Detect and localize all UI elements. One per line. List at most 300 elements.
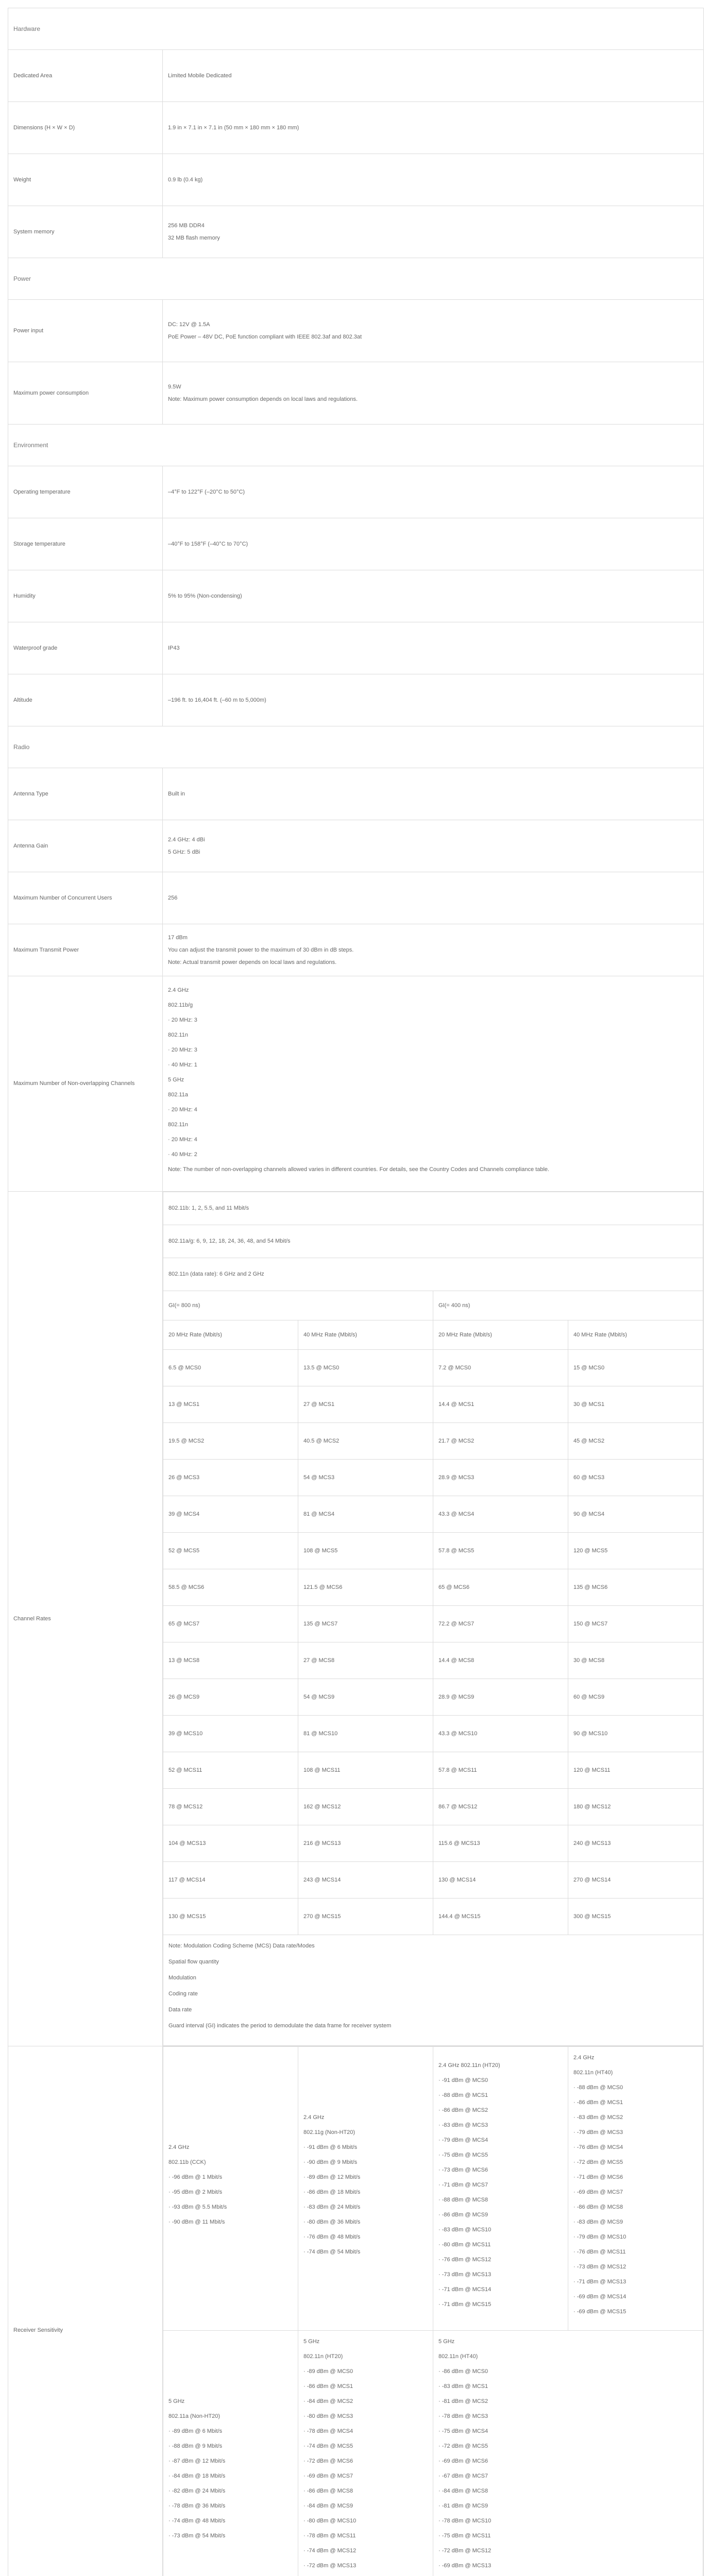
spec-value-line: 1.9 in × 7.1 in × 7.1 in (50 mm × 180 mm × 180 mm): [168, 124, 299, 131]
spec-value-line: · 40 MHz: 1: [168, 1062, 197, 1068]
rates-row: [163, 1423, 703, 1460]
sensitivity-line: 2.4 GHz: [168, 2144, 190, 2150]
spec-value-line: Note: Actual transmit power depends on local laws and regulations.: [168, 959, 337, 965]
rates-cell-value: 30 @ MCS8: [568, 1642, 703, 1679]
spec-value-line: 256 MB DDR4: [168, 222, 205, 229]
spec-row-maximum-power-consumption: [8, 362, 704, 425]
rates-cell-value: 13 @ MCS8: [163, 1642, 298, 1679]
spec-label: Maximum Number of Non-overlapping Channels: [8, 976, 163, 1192]
sensitivity-line: · -80 dBm @ MCS10: [303, 2518, 357, 2524]
sensitivity-line: · -86 dBm @ MCS9: [438, 2211, 488, 2218]
rates-cell-value: 78 @ MCS12: [163, 1789, 298, 1825]
sensitivity-line: · -78 dBm @ MCS10: [438, 2518, 492, 2524]
sensitivity-line: 2.4 GHz 802.11n (HT20): [438, 2062, 500, 2069]
sensitivity-line: · -90 dBm @ 11 Mbit/s: [168, 2219, 225, 2225]
rates-row: [163, 1789, 703, 1825]
rates-cell-value: 14.4 @ MCS1: [433, 1386, 568, 1423]
rates-row: [163, 1716, 703, 1752]
spec-row-antenna-gain: [8, 820, 704, 872]
sensitivity-line: · -88 dBm @ MCS1: [438, 2092, 488, 2098]
sensitivity-line: · -91 dBm @ 6 Mbit/s: [303, 2144, 358, 2150]
rates-table: [163, 1192, 703, 2046]
sensitivity-line: · -69 dBm @ MCS6: [438, 2458, 488, 2464]
rates-cell-value: 57.8 @ MCS5: [433, 1533, 568, 1569]
sensitivity-line: · -74 dBm @ MCS5: [303, 2443, 353, 2449]
sensitivity-line: · -89 dBm @ 12 Mbit/s: [303, 2174, 361, 2180]
sensitivity-cell: [163, 2046, 704, 2576]
rates-cell-value: 120 @ MCS11: [568, 1752, 703, 1789]
section-header-radio: [8, 726, 704, 768]
spec-label: Storage temperature: [8, 518, 163, 570]
sensitivity-line: · -83 dBm @ MCS2: [573, 2114, 623, 2121]
sensitivity-line: · -72 dBm @ MCS12: [438, 2548, 492, 2554]
spec-value-line: 17 dBm: [168, 934, 188, 941]
spec-label: Antenna Type: [8, 768, 163, 820]
rates-cell-value: 27 @ MCS8: [298, 1642, 433, 1679]
sensitivity-line: 2.4 GHz: [573, 2055, 595, 2061]
sensitivity-line: · -90 dBm @ 9 Mbit/s: [303, 2159, 358, 2165]
sensitivity-line: · -88 dBm @ MCS0: [573, 2084, 623, 2091]
sensitivity-line: · -76 dBm @ MCS4: [573, 2144, 623, 2150]
spec-row-dimensions-h-w-d: [8, 102, 704, 154]
sensitivity-line: · -86 dBm @ MCS8: [303, 2488, 353, 2494]
section-title: Power: [8, 258, 704, 300]
gi-400-label: GI(= 400 ns): [433, 1291, 703, 1320]
sensitivity-line: · -83 dBm @ MCS9: [573, 2219, 623, 2225]
spec-value-line: 256: [168, 894, 178, 901]
spec-label: Channel Rates: [8, 1192, 163, 2046]
spec-value-line: 802.11n: [168, 1032, 188, 1038]
rates-row: [163, 1679, 703, 1716]
spec-row-altitude: [8, 674, 704, 726]
spec-value-line: You can adjust the transmit power to the maximum of 30 dBm in dB steps.: [168, 946, 354, 953]
sensitivity-line: · -83 dBm @ MCS3: [438, 2122, 488, 2128]
sensitivity-line: · -79 dBm @ MCS4: [438, 2137, 488, 2143]
spec-label: Waterproof grade: [8, 622, 163, 674]
spec-label: Maximum Transmit Power: [8, 924, 163, 976]
spec-value-line: Limited Mobile Dedicated: [168, 72, 232, 79]
spec-table: [8, 8, 704, 2576]
rates-note-line: Coding rate: [168, 1991, 198, 1997]
rates-cell-value: 43.3 @ MCS4: [433, 1496, 568, 1533]
sensitivity-line: · -91 dBm @ MCS0: [438, 2077, 488, 2083]
rates-cell-value: 117 @ MCS14: [163, 1862, 298, 1899]
section-header-hardware: [8, 8, 704, 50]
rates-cell-value: 180 @ MCS12: [568, 1789, 703, 1825]
sensitivity-line: 802.11n (HT20): [303, 2353, 343, 2360]
spec-value: [163, 924, 704, 976]
spec-label: Receiver Sensitivity: [8, 2046, 163, 2576]
rates-header: 40 MHz Rate (Mbit/s): [568, 1320, 703, 1350]
spec-label: Antenna Gain: [8, 820, 163, 872]
spec-value-line: 2.4 GHz: [168, 987, 189, 993]
rates-note-line: Data rate: [168, 2007, 192, 2013]
rates-row: [163, 1533, 703, 1569]
rates-cell-value: 240 @ MCS13: [568, 1825, 703, 1862]
spec-value-line: 5 GHz: [168, 1077, 184, 1083]
sensitivity-block: [433, 2047, 568, 2331]
gi-800-label: GI(= 800 ns): [163, 1291, 433, 1320]
section-header-environment: [8, 425, 704, 466]
rates-cell-value: 27 @ MCS1: [298, 1386, 433, 1423]
rates-cell-value: 15 @ MCS0: [568, 1350, 703, 1386]
spec-value: [163, 768, 704, 820]
sensitivity-line: · -93 dBm @ 5.5 Mbit/s: [168, 2204, 227, 2210]
spec-label: Weight: [8, 154, 163, 206]
sensitivity-table: [163, 2046, 703, 2576]
spec-value: [163, 570, 704, 622]
rates-cell-value: 162 @ MCS12: [298, 1789, 433, 1825]
sensitivity-line: · -87 dBm @ 12 Mbit/s: [168, 2458, 226, 2464]
rates-cell-value: 108 @ MCS11: [298, 1752, 433, 1789]
spec-label: Humidity: [8, 570, 163, 622]
rates-cell-value: 58.5 @ MCS6: [163, 1569, 298, 1606]
sensitivity-line: · -79 dBm @ MCS10: [573, 2234, 627, 2240]
rates-top-line: 802.11a/g: 6, 9, 12, 18, 24, 36, 48, and 54 Mbit/s: [163, 1225, 703, 1258]
spec-row-maximum-transmit-power: [8, 924, 704, 976]
rates-cell-value: 6.5 @ MCS0: [163, 1350, 298, 1386]
rates-cell-value: 135 @ MCS7: [298, 1606, 433, 1642]
rates-cell-value: 14.4 @ MCS8: [433, 1642, 568, 1679]
spec-value-line: Note: The number of non-overlapping channels allowed varies in different countries. For details, see the Country Codes and Channels compliance table.: [168, 1166, 550, 1173]
sensitivity-line: · -76 dBm @ 48 Mbit/s: [303, 2234, 361, 2240]
sensitivity-line: · -83 dBm @ 24 Mbit/s: [303, 2204, 361, 2210]
sensitivity-line: 5 GHz: [303, 2338, 320, 2345]
rates-cell-value: 54 @ MCS3: [298, 1460, 433, 1496]
spec-value: [163, 154, 704, 206]
rates-cell-value: 52 @ MCS5: [163, 1533, 298, 1569]
rates-cell-value: 13 @ MCS1: [163, 1386, 298, 1423]
sensitivity-line: · -84 dBm @ MCS2: [303, 2398, 353, 2404]
rates-row: [163, 1862, 703, 1899]
spec-row-receiver-sensitivity: [8, 2046, 704, 2576]
rates-cell-value: 19.5 @ MCS2: [163, 1423, 298, 1460]
rates-cell-value: 270 @ MCS15: [298, 1899, 433, 1935]
rates-cell-value: 54 @ MCS9: [298, 1679, 433, 1716]
sensitivity-line: · -69 dBm @ MCS13: [438, 2563, 492, 2569]
sensitivity-line: · -88 dBm @ 9 Mbit/s: [168, 2443, 223, 2449]
sensitivity-line: · -86 dBm @ MCS0: [438, 2368, 488, 2375]
sensitivity-line: · -78 dBm @ 36 Mbit/s: [168, 2503, 226, 2509]
rates-cell-value: 45 @ MCS2: [568, 1423, 703, 1460]
spec-label: Maximum power consumption: [8, 362, 163, 425]
spec-value-line: PoE Power – 48V DC, PoE function compliant with IEEE 802.3af and 802.3at: [168, 333, 362, 340]
sensitivity-line: · -74 dBm @ MCS12: [303, 2548, 357, 2554]
spec-label: Dimensions (H × W × D): [8, 102, 163, 154]
sensitivity-line: · -84 dBm @ MCS9: [303, 2503, 353, 2509]
spec-value: [163, 50, 704, 102]
rates-top-row: [163, 1258, 703, 1291]
section-title: Radio: [8, 726, 704, 768]
rates-cell-value: 65 @ MCS7: [163, 1606, 298, 1642]
rates-row: [163, 1752, 703, 1789]
sensitivity-block: [298, 2331, 433, 2576]
spec-value-line: –40°F to 158°F (–40°C to 70°C): [168, 540, 248, 547]
sensitivity-line: 802.11n (HT40): [438, 2353, 478, 2360]
spec-value: [163, 362, 704, 425]
spec-value: [163, 466, 704, 518]
rates-cell-value: 135 @ MCS6: [568, 1569, 703, 1606]
spec-value: [163, 674, 704, 726]
spec-value-line: 9.5W: [168, 383, 181, 390]
sensitivity-line: · -69 dBm @ MCS14: [573, 2294, 627, 2300]
sensitivity-line: · -69 dBm @ MCS7: [303, 2473, 353, 2479]
rates-cell-value: 72.2 @ MCS7: [433, 1606, 568, 1642]
rates-row: [163, 1350, 703, 1386]
rates-cell-value: 40.5 @ MCS2: [298, 1423, 433, 1460]
spec-value-line: · 20 MHz: 4: [168, 1137, 197, 1143]
rates-cell-value: 120 @ MCS5: [568, 1533, 703, 1569]
rates-row: [163, 1460, 703, 1496]
rates-row: [163, 1825, 703, 1862]
sensitivity-line: · -75 dBm @ MCS4: [438, 2428, 488, 2434]
sensitivity-line: · -72 dBm @ MCS13: [303, 2563, 357, 2569]
sensitivity-line: · -86 dBm @ MCS2: [438, 2107, 488, 2113]
sensitivity-line: · -80 dBm @ MCS11: [438, 2241, 491, 2248]
spec-label: Maximum Number of Concurrent Users: [8, 872, 163, 924]
spec-value: [163, 518, 704, 570]
sensitivity-line: · -69 dBm @ MCS7: [573, 2189, 623, 2195]
rates-cell-value: 26 @ MCS9: [163, 1679, 298, 1716]
rates-row: [163, 1569, 703, 1606]
rates-cell-value: 90 @ MCS10: [568, 1716, 703, 1752]
rates-notes-row: [163, 1935, 703, 2046]
sensitivity-line: · -69 dBm @ MCS15: [573, 2309, 627, 2315]
spec-label: Altitude: [8, 674, 163, 726]
spec-row-waterproof-grade: [8, 622, 704, 674]
spec-value-line: 32 MB flash memory: [168, 234, 220, 241]
sensitivity-line: · -71 dBm @ MCS14: [438, 2286, 492, 2293]
sensitivity-line: · -73 dBm @ MCS13: [438, 2271, 492, 2278]
rates-cell: [163, 1192, 704, 2046]
sensitivity-line: 802.11b (CCK): [168, 2159, 206, 2165]
rates-cell-value: 150 @ MCS7: [568, 1606, 703, 1642]
sensitivity-block: [568, 2047, 703, 2331]
sensitivity-block: [433, 2331, 703, 2576]
sensitivity-line: · -84 dBm @ 18 Mbit/s: [168, 2473, 226, 2479]
spec-row-weight: [8, 154, 704, 206]
sensitivity-block: [163, 2047, 298, 2331]
spec-value-line: –4°F to 122°F (–20°C to 50°C): [168, 488, 245, 495]
spec-value: [163, 976, 704, 1192]
sensitivity-line: · -71 dBm @ MCS15: [438, 2301, 492, 2308]
rates-cell-value: 43.3 @ MCS10: [433, 1716, 568, 1752]
rates-top-row: [163, 1192, 703, 1225]
sensitivity-line: · -86 dBm @ MCS1: [303, 2383, 353, 2389]
spec-value-line: 2.4 GHz: 4 dBi: [168, 836, 205, 843]
sensitivity-line: · -84 dBm @ MCS8: [438, 2488, 488, 2494]
sensitivity-line: · -78 dBm @ MCS11: [303, 2533, 356, 2539]
spec-value: [163, 622, 704, 674]
rates-row: [163, 1606, 703, 1642]
sensitivity-line: · -78 dBm @ MCS3: [438, 2413, 488, 2419]
spec-value: [163, 102, 704, 154]
rates-header: 20 MHz Rate (Mbit/s): [433, 1320, 568, 1350]
rates-cell-value: 13.5 @ MCS0: [298, 1350, 433, 1386]
rates-cell-value: 52 @ MCS11: [163, 1752, 298, 1789]
rates-cell-value: 28.9 @ MCS9: [433, 1679, 568, 1716]
spec-row-antenna-type: [8, 768, 704, 820]
spec-value-line: 0.9 lb (0.4 kg): [168, 176, 203, 183]
sensitivity-line: · -88 dBm @ MCS8: [438, 2196, 488, 2203]
sensitivity-line: 802.11g (Non-HT20): [303, 2129, 356, 2136]
sensitivity-line: · -82 dBm @ 24 Mbit/s: [168, 2488, 226, 2494]
rates-cell-value: 7.2 @ MCS0: [433, 1350, 568, 1386]
spec-value-line: 802.11a: [168, 1092, 188, 1098]
sensitivity-line: · -86 dBm @ MCS8: [573, 2204, 623, 2210]
spec-label: System memory: [8, 206, 163, 258]
sensitivity-line: · -71 dBm @ MCS7: [438, 2181, 488, 2188]
rates-cell-value: 39 @ MCS4: [163, 1496, 298, 1533]
rates-row: [163, 1386, 703, 1423]
sensitivity-line: · -89 dBm @ 6 Mbit/s: [168, 2428, 223, 2434]
sensitivity-line: · -75 dBm @ MCS11: [438, 2533, 491, 2539]
spec-row-storage-temperature: [8, 518, 704, 570]
rates-note-line: Modulation: [168, 1975, 196, 1981]
rates-cell-value: 26 @ MCS3: [163, 1460, 298, 1496]
sensitivity-line: 2.4 GHz: [303, 2114, 325, 2121]
spec-value-line: 802.11n: [168, 1122, 188, 1128]
rates-row: [163, 1899, 703, 1935]
spec-value: [163, 872, 704, 924]
sensitivity-line: · -81 dBm @ MCS9: [438, 2503, 488, 2509]
rates-cell-value: 216 @ MCS13: [298, 1825, 433, 1862]
sensitivity-line: · -72 dBm @ MCS5: [438, 2443, 488, 2449]
spec-label: Operating temperature: [8, 466, 163, 518]
sensitivity-line: · -79 dBm @ MCS3: [573, 2129, 623, 2136]
sensitivity-line: 5 GHz: [438, 2338, 455, 2345]
sensitivity-line: · -83 dBm @ MCS1: [438, 2383, 488, 2389]
sensitivity-line: 802.11n (HT40): [573, 2070, 613, 2076]
sensitivity-line: · -86 dBm @ 18 Mbit/s: [303, 2189, 361, 2195]
rates-row: [163, 1642, 703, 1679]
rates-cell-value: 270 @ MCS14: [568, 1862, 703, 1899]
sensitivity-line: · -81 dBm @ MCS2: [438, 2398, 488, 2404]
sensitivity-line: 5 GHz: [168, 2398, 185, 2404]
rates-cell-value: 144.4 @ MCS15: [433, 1899, 568, 1935]
rates-cell-value: 21.7 @ MCS2: [433, 1423, 568, 1460]
sensitivity-line: · -74 dBm @ 48 Mbit/s: [168, 2518, 226, 2524]
rates-cell-value: 104 @ MCS13: [163, 1825, 298, 1862]
spec-row-humidity: [8, 570, 704, 622]
spec-row-power-input: [8, 300, 704, 362]
spec-value-line: IP43: [168, 645, 180, 651]
sensitivity-line: · -76 dBm @ MCS11: [573, 2249, 626, 2255]
sensitivity-line: · -86 dBm @ MCS1: [573, 2099, 623, 2106]
rates-cell-value: 39 @ MCS10: [163, 1716, 298, 1752]
sensitivity-line: · -76 dBm @ MCS12: [438, 2256, 492, 2263]
spec-row-channels: [8, 976, 704, 1192]
rates-header: 20 MHz Rate (Mbit/s): [163, 1320, 298, 1350]
rates-notes: [163, 1935, 703, 2046]
spec-value-line: Built in: [168, 790, 185, 797]
rates-cell-value: 65 @ MCS6: [433, 1569, 568, 1606]
rates-cell-value: 130 @ MCS14: [433, 1862, 568, 1899]
spec-row-channel-rates: [8, 1192, 704, 2046]
sensitivity-line: · -73 dBm @ MCS12: [573, 2264, 627, 2270]
spec-row-dedicated-area: [8, 50, 704, 102]
spec-value: [163, 300, 704, 362]
rates-cell-value: 130 @ MCS15: [163, 1899, 298, 1935]
rates-cell-value: 86.7 @ MCS12: [433, 1789, 568, 1825]
spec-value: [163, 206, 704, 258]
sensitivity-line: · -96 dBm @ 1 Mbit/s: [168, 2174, 223, 2180]
sensitivity-line: · -72 dBm @ MCS6: [303, 2458, 353, 2464]
section-title: Hardware: [8, 8, 704, 50]
spec-label: Power input: [8, 300, 163, 362]
rates-top-row: [163, 1225, 703, 1258]
spec-label: Dedicated Area: [8, 50, 163, 102]
sensitivity-row-upper: [163, 2047, 703, 2331]
rates-cell-value: 121.5 @ MCS6: [298, 1569, 433, 1606]
sensitivity-line: · -80 dBm @ 36 Mbit/s: [303, 2219, 361, 2225]
spec-value-line: · 40 MHz: 2: [168, 1151, 197, 1158]
spec-value-line: 5 GHz: 5 dBi: [168, 849, 200, 855]
rates-cell-value: 28.9 @ MCS3: [433, 1460, 568, 1496]
spec-value-line: DC: 12V @ 1.5A: [168, 321, 210, 328]
sensitivity-line: · -73 dBm @ MCS6: [438, 2166, 488, 2173]
spec-value-line: · 20 MHz: 3: [168, 1047, 197, 1053]
rates-cell-value: 243 @ MCS14: [298, 1862, 433, 1899]
section-title: Environment: [8, 425, 704, 466]
rates-cell-value: 108 @ MCS5: [298, 1533, 433, 1569]
sensitivity-line: · -71 dBm @ MCS6: [573, 2174, 623, 2180]
rates-cell-value: 57.8 @ MCS11: [433, 1752, 568, 1789]
spec-value-line: · 20 MHz: 3: [168, 1017, 197, 1023]
sensitivity-line: · -80 dBm @ MCS3: [303, 2413, 353, 2419]
spec-row-maximum-number-of-concurrent-users: [8, 872, 704, 924]
spec-value-line: Note: Maximum power consumption depends on local laws and regulations.: [168, 396, 358, 402]
section-header-power: [8, 258, 704, 300]
rates-note-line: Guard interval (GI) indicates the period to demodulate the data frame for receiver system: [168, 2023, 392, 2029]
sensitivity-row-lower: [163, 2331, 703, 2576]
rates-cell-value: 60 @ MCS9: [568, 1679, 703, 1716]
rates-group-row: [163, 1291, 703, 1320]
sensitivity-line: · -67 dBm @ MCS7: [438, 2473, 488, 2479]
spec-value-line: 802.11b/g: [168, 1002, 193, 1008]
sensitivity-line: · -78 dBm @ MCS4: [303, 2428, 353, 2434]
sensitivity-block: [298, 2047, 433, 2331]
spec-value: [163, 820, 704, 872]
sensitivity-line: · -71 dBm @ MCS13: [573, 2279, 627, 2285]
rates-cell-value: 90 @ MCS4: [568, 1496, 703, 1533]
rates-cell-value: 30 @ MCS1: [568, 1386, 703, 1423]
rates-header: 40 MHz Rate (Mbit/s): [298, 1320, 433, 1350]
spec-row-operating-temperature: [8, 466, 704, 518]
rates-note-line: Note: Modulation Coding Scheme (MCS) Data rate/Modes: [168, 1943, 315, 1949]
spec-row-system-memory: [8, 206, 704, 258]
sensitivity-line: 802.11a (Non-HT20): [168, 2413, 221, 2419]
sensitivity-line: · -95 dBm @ 2 Mbit/s: [168, 2189, 223, 2195]
sensitivity-block: [163, 2331, 298, 2576]
rates-header-row: [163, 1320, 703, 1350]
rates-cell-value: 60 @ MCS3: [568, 1460, 703, 1496]
rates-cell-value: 300 @ MCS15: [568, 1899, 703, 1935]
sensitivity-line: · -74 dBm @ 54 Mbit/s: [303, 2249, 361, 2255]
sensitivity-line: · -89 dBm @ MCS0: [303, 2368, 353, 2375]
sensitivity-line: · -72 dBm @ MCS5: [573, 2159, 623, 2165]
spec-value-line: 5% to 95% (Non-condensing): [168, 592, 242, 599]
sensitivity-line: · -75 dBm @ MCS5: [438, 2151, 488, 2158]
rates-row: [163, 1496, 703, 1533]
rates-note-line: Spatial flow quantity: [168, 1959, 219, 1965]
rates-top-line: 802.11b: 1, 2, 5.5, and 11 Mbit/s: [163, 1192, 703, 1225]
rates-cell-value: 115.6 @ MCS13: [433, 1825, 568, 1862]
sensitivity-line: · -73 dBm @ 54 Mbit/s: [168, 2533, 226, 2539]
rates-cell-value: 81 @ MCS4: [298, 1496, 433, 1533]
spec-value-line: –196 ft. to 16,404 ft. (–60 m to 5,000m): [168, 697, 266, 703]
rates-top-line: 802.11n (data rate): 6 GHz and 2 GHz: [163, 1258, 703, 1291]
